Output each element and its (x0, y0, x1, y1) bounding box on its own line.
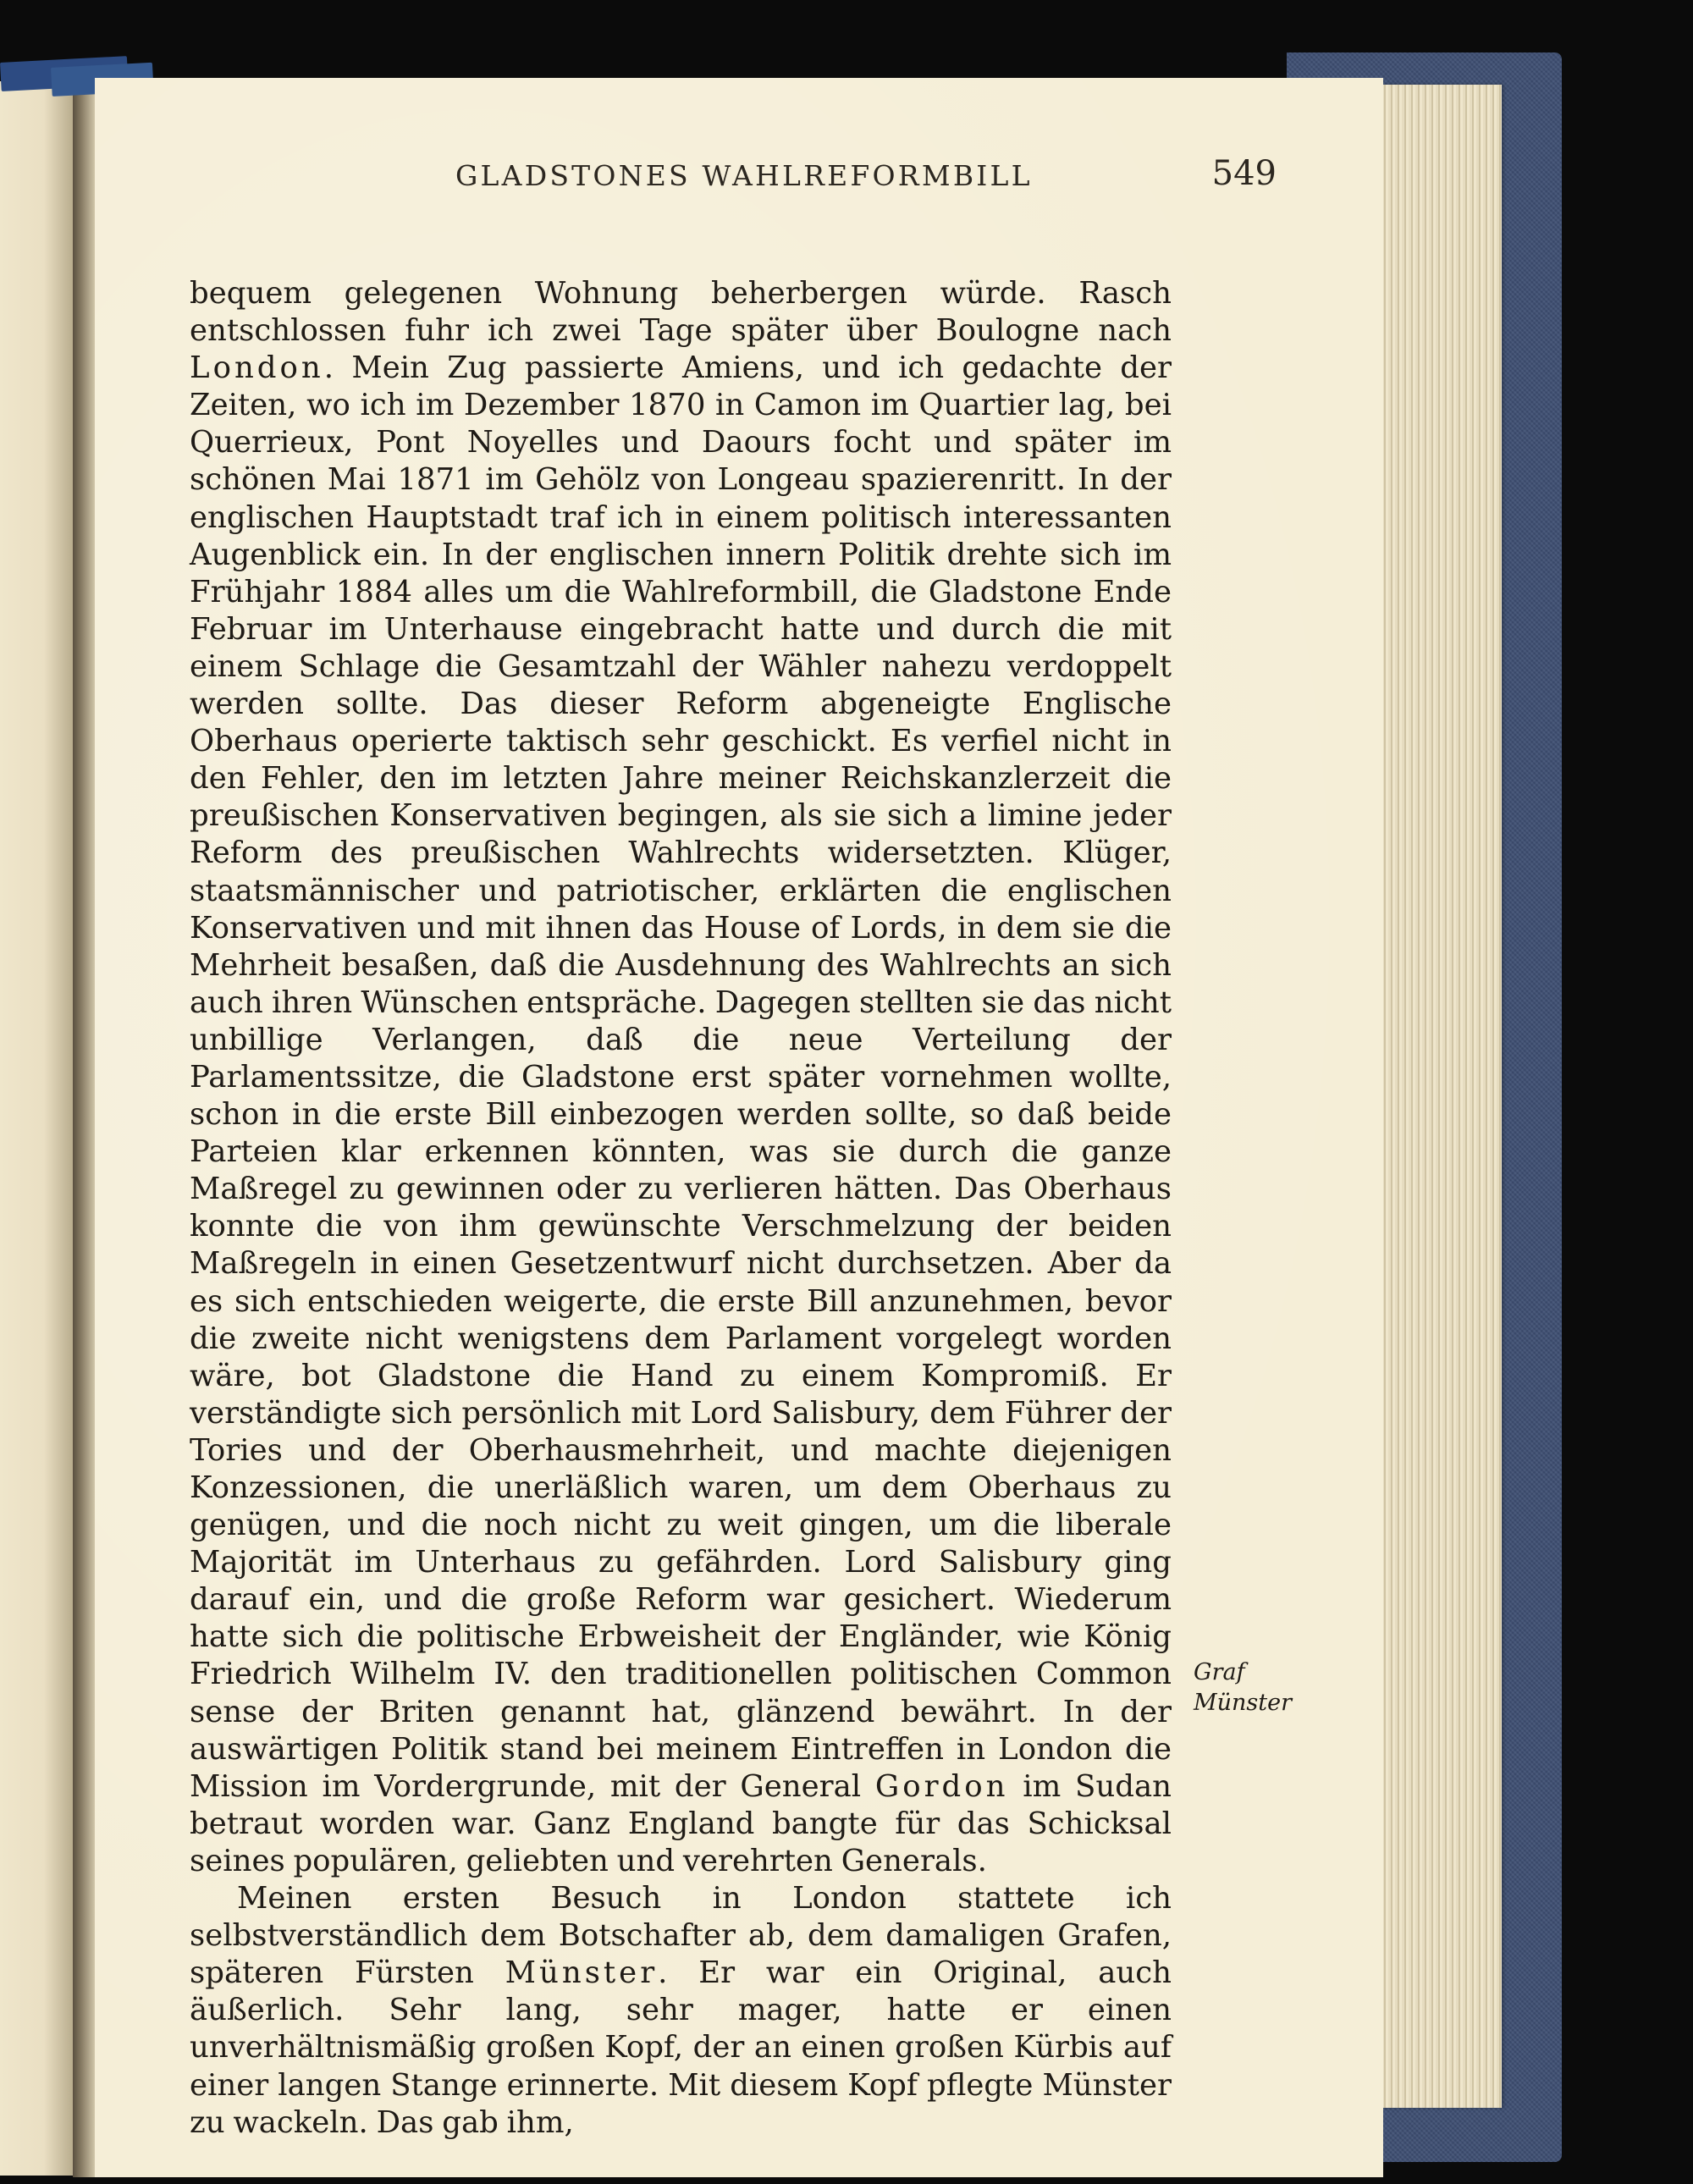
facing-page-edge (0, 81, 73, 2176)
margin-note-line: Graf (1194, 1659, 1245, 1685)
main-text (190, 275, 1172, 2142)
margin-note (1194, 1657, 1304, 1718)
text-run: im Sudan betraut worden war. Ganz England bangte für das Schicksal seines populären, geliebten und verehrten Generals. (190, 1768, 1172, 1878)
spaced-name: Gordon (874, 1768, 1009, 1804)
running-head (359, 154, 1324, 205)
text-run: bequem gelegenen Wohnung beherbergen würde. Rasch entschlossen fuhr ich zwei Tage später über Boulogne nach (190, 276, 1172, 349)
page-block-edges (1381, 85, 1502, 2108)
margin-note-line: Münster (1194, 1690, 1293, 1716)
text-run: Meinen ersten Besuch in London stattete ich selbstverständlich dem Botschafter ab, dem damaligen Grafen, späteren Fürsten (190, 1881, 1172, 1991)
paragraph (190, 1880, 1172, 2142)
page-number: 549 (1211, 154, 1277, 193)
running-title: GLADSTONES WAHLREFORMBILL (455, 159, 1033, 192)
text-run: . Mein Zug passierte Amiens, und ich gedachte der Zeiten, wo ich im Dezember 1870 in Camon im Quartier lag, bei Querrieux, Pont Noyelles und Daours focht und später im schönen Mai 1871 im Gehölz von Longeau spazierenritt. In der englischen Hauptstadt traf ich in einem politisch interessanten Augenblick ein. In der englischen innern Politik drehte sich im Frühjahr 1884 alles um die Wahlreformbill, die Gladstone Ende Februar im Unterhause eingebracht hatte und durch die mit einem Schlage die Gesamtzahl der Wähler nahezu verdoppelt werden sollte. Das dieser Reform abgeneigte Englische Oberhaus operierte taktisch sehr geschickt. Es verfiel nicht in den Fehler, den im letzten Jahre meiner Reichskanzlerzeit die preußischen Konservativen begingen, als sie sich a limine jeder Reform des preußischen Wahlrechts widersetzten. Klüger, staatsmännischer und patriotischer, erklärten die englischen Konservativen und mit ihnen das House of Lords, in dem sie die Mehrheit besaßen, daß die Ausdehnung des Wahlrechts an sich auch ihren Wünschen entspräche. Dagegen stellten sie das nicht unbillige Verlangen, daß die neue Verteilung der Parlamentssitze, die Gladstone erst später vornehmen wollte, schon in die erste Bill einbezogen werden sollte, so daß beide Parteien klar erkennen könnten, was sie durch die ganze Maßregel zu gewinnen oder zu verlieren hätten. Das Oberhaus konnte die von ihm gewünschte Verschmelzung der beiden Maßregeln in einen Gesetzentwurf nicht durchsetzen. Aber da es sich entschieden weigerte, die erste Bill anzunehmen, bevor die zweite nicht wenigstens dem Parlament vorgelegt worden wäre, bot Gladstone die Hand zu einem Kompromiß. Er verständigte sich persönlich mit Lord Salisbury, dem Führer der Tories und der Oberhausmehrheit, und machte diejenigen Konzessionen, die unerläßlich waren, um dem Oberhaus zu genügen, und die noch nicht zu weit gingen, um die liberale Majorität im Unterhaus zu gefährden. Lord Salisbury ging darauf ein, und die große Reform war gesichert. Wiederum hatte sich die politische Erbweisheit der Engländer, wie König Friedrich Wilhelm IV. den traditionellen politischen Common sense der Briten genannt hat, glänzend bewährt. In der auswärtigen Politik stand bei meinem Eintreffen in London die Mission im Vordergrunde, mit der General (190, 350, 1172, 1804)
spaced-name: Münster (505, 1955, 659, 1991)
book-gutter (73, 78, 97, 2177)
paragraph (190, 275, 1172, 1880)
spaced-name: London (190, 350, 324, 386)
text-run: . Er war ein Original, auch äußerlich. Sehr lang, sehr mager, hatte er einen unverhältnismäßig großen Kopf, der an einen großen Kürbis auf einer langen Stange erinnerte. Mit diesem Kopf pflegte Münster zu wackeln. Das gab ihm, (190, 1955, 1172, 2140)
